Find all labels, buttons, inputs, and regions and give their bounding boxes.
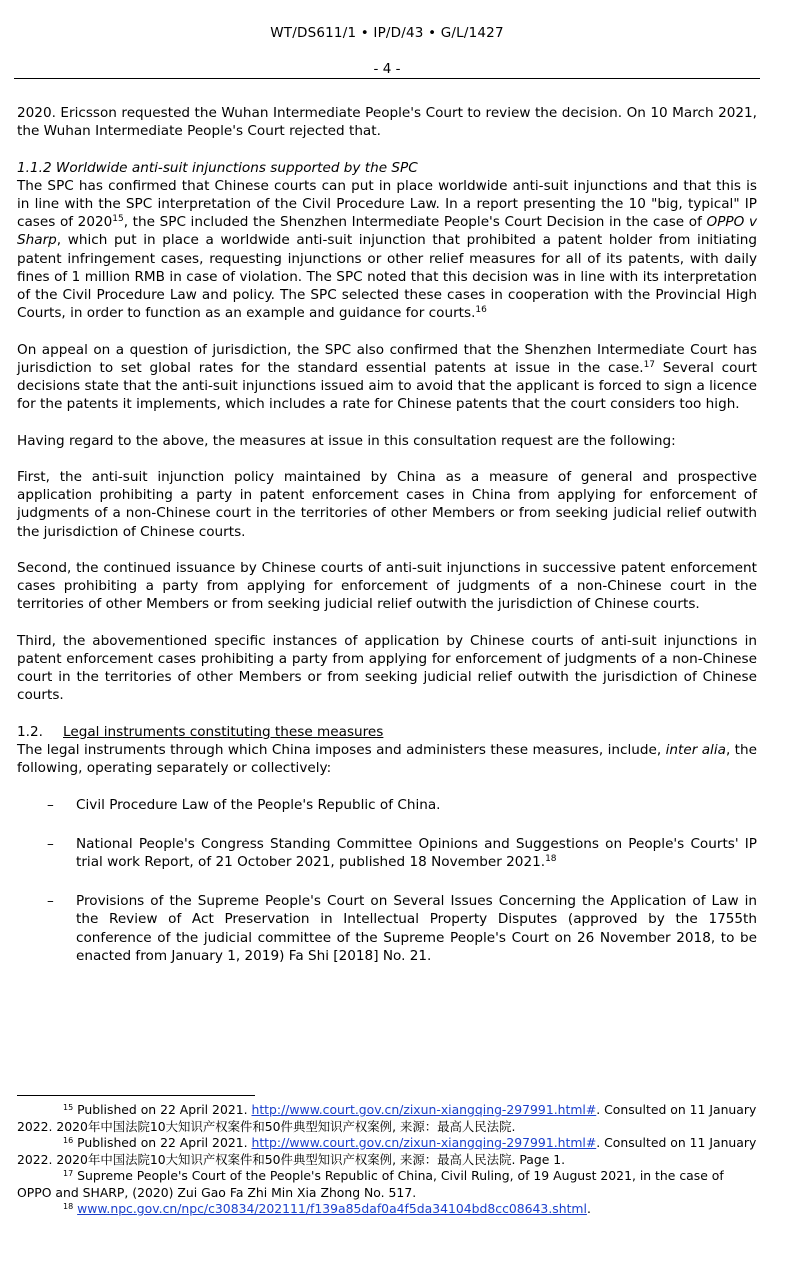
list-item-text: Civil Procedure Law of the People's Republic of China. xyxy=(76,796,441,813)
text-run: , the following, operating separately or collectively: xyxy=(17,742,757,777)
paragraph-continuation: 2020. Ericsson requested the Wuhan Intermediate People's Court to review the decision. On 10 March 2021, the Wuhan Intermediate People's Court rejected that. xyxy=(17,105,757,140)
list-item-text: Provisions of the Supreme People's Court on Several Issues Concerning the Application of Law in the Review of Act Preservation in Intellectual Property Disputes (approved by the 1755th conference of the judicial committee of the Supreme People's Court on 26 November 2018, to be enacted from January 1, 2019) Fa Shi [2018] No. 21. xyxy=(76,893,757,964)
text-run: On appeal on a question of jurisdiction, the SPC also confirmed that the Shenzhen Intermediate Court has jurisdiction to set global rates for the standard essential patents at issue in the case. xyxy=(17,341,757,376)
footnote-18 xyxy=(17,1201,757,1218)
subsection-heading: 1.1.2 Worldwide anti-suit injunctions supported by the SPC xyxy=(17,159,418,176)
footnote-16 xyxy=(17,1135,757,1168)
footnote-number: 16 xyxy=(63,1136,74,1145)
list-item xyxy=(17,892,757,965)
header-divider xyxy=(14,78,760,79)
document-reference: WT/DS611/1 • IP/D/43 • G/L/1427 xyxy=(270,25,504,41)
instrument-list xyxy=(17,796,757,965)
footnote-number: 18 xyxy=(63,1202,74,1211)
paragraph-legal-instruments xyxy=(17,741,757,777)
text-run: , which put in place a worldwide anti-suit injunction that prohibited a patent holder from initiating patent infringement cases, requesting injunctions or other relief measures for all of its patents, with daily fines of 1 million RMB in case of violation. The SPC noted that this decision was in line with its interpretation of the Civil Procedure Law and policy. The SPC selected these cases in cooperation with the Provincial High Courts, in order to function as an example and guidance for courts. xyxy=(17,232,757,322)
footnote-text: Published on 22 April 2021. xyxy=(73,1135,252,1150)
footnote-ref-17[interactable]: 17 xyxy=(643,359,656,370)
paragraph-measure-first: First, the anti-suit injunction policy maintained by China as a measure of general and prospective application prohibiting a party in patent enforcement cases in China from applying for enforcement of judgments of a non-Chinese court in the territories of other Members or from seeking judicial relief outwith the jurisdiction of Chinese courts. xyxy=(17,469,757,540)
footnote-15 xyxy=(17,1102,757,1135)
text-run: Several court decisions state that the anti-suit injunctions issued aim to avoid that the applicant is forced to sign a licence for the patents it implements, which includes a rate for Chinese patents that the court considers too high. xyxy=(17,359,757,413)
footnote-text: . Consulted on 11 January 2022. 2020年中国法院10大知识产权案件和50件典型知识产权案例, 来源：最高人民法院. Page 1. xyxy=(17,1135,757,1167)
case-name: OPPO v Sharp xyxy=(17,214,757,249)
footnote-ref-18[interactable]: 18 xyxy=(545,854,557,864)
section-number: 1.2. xyxy=(17,723,43,740)
footnote-ref-15[interactable]: 15 xyxy=(112,214,124,225)
paragraph-measure-second: Second, the continued issuance by Chinese courts of anti-suit injunctions in successive patent enforcement cases prohibiting a party from applying for enforcement of judgments of a non-Chinese court in the territories of other Members or from seeking judicial relief outwith the jurisdiction of Chinese courts. xyxy=(17,560,757,613)
paragraph-measure-third: Third, the abovementioned specific instances of application by Chinese courts of anti-suit injunctions in patent enforcement cases prohibiting a party from applying for enforcement of judgments of a non-Chinese court in the territories of other Members or from seeking judicial relief outwith the jurisdiction of Chinese courts. xyxy=(17,632,757,704)
footnote-text: . Consulted on 11 January 2022. 2020年中国法院10大知识产权案件和50件典型知识产权案例, 来源：最高人民法院. xyxy=(17,1102,757,1134)
footnote-text: Published on 22 April 2021. xyxy=(73,1102,252,1117)
paragraph-measures-intro: Having regard to the above, the measures at issue in this consultation request are the following: xyxy=(17,432,676,449)
footnote-number: 15 xyxy=(63,1103,74,1112)
footnote-text: . xyxy=(586,1201,591,1216)
list-item xyxy=(17,796,757,814)
footnote-number: 17 xyxy=(63,1169,74,1178)
dash-bullet: – xyxy=(47,796,54,813)
document-body xyxy=(17,104,757,986)
text-run: The legal instruments through which China imposes and administers these measures, include, xyxy=(17,742,666,758)
text-italic: inter alia xyxy=(665,742,726,758)
page-number: - 4 - xyxy=(373,61,401,77)
dash-bullet: – xyxy=(47,835,54,852)
paragraph-jurisdiction xyxy=(17,341,757,414)
paragraph-spc-confirmation xyxy=(17,177,757,323)
section-heading xyxy=(17,723,757,741)
dash-bullet: – xyxy=(47,893,54,910)
footnotes xyxy=(17,1102,757,1218)
footnote-link[interactable]: www.npc.gov.cn/npc/c30834/202111/f139a85daf0a4f5da34104bd8cc08643.shtml xyxy=(77,1201,587,1216)
footnote-ref-16[interactable]: 16 xyxy=(475,305,487,316)
list-item-text: National People's Congress Standing Committee Opinions and Suggestions on People's Courts' IP trial work Report, of 21 October 2021, published 18 November 2021. xyxy=(76,835,757,870)
footnote-text: Supreme People's Court of the People's Republic of China, Civil Ruling, of 19 August 2021, in the case of OPPO and SHARP, (2020) Zui Gao Fa Zhi Min Xia Zhong No. 517. xyxy=(17,1168,724,1200)
footnote-17 xyxy=(17,1168,757,1201)
section-title: Legal instruments constituting these measures xyxy=(63,723,384,740)
list-item xyxy=(17,835,757,871)
footnote-divider xyxy=(17,1095,255,1096)
footnote-link[interactable]: http://www.court.gov.cn/zixun-xiangqing-297991.html# xyxy=(251,1102,597,1117)
footnote-link[interactable]: http://www.court.gov.cn/zixun-xiangqing-297991.html# xyxy=(251,1135,597,1150)
text-run: The SPC has confirmed that Chinese courts can put in place worldwide anti-suit injunctions and that this is in line with the SPC interpretation of the Civil Procedure Law. In a report presenting the 10 "big, typical" IP cases of 2020 xyxy=(17,177,757,231)
text-run: , the SPC included the Shenzhen Intermediate People's Court Decision in the case of xyxy=(123,214,707,231)
